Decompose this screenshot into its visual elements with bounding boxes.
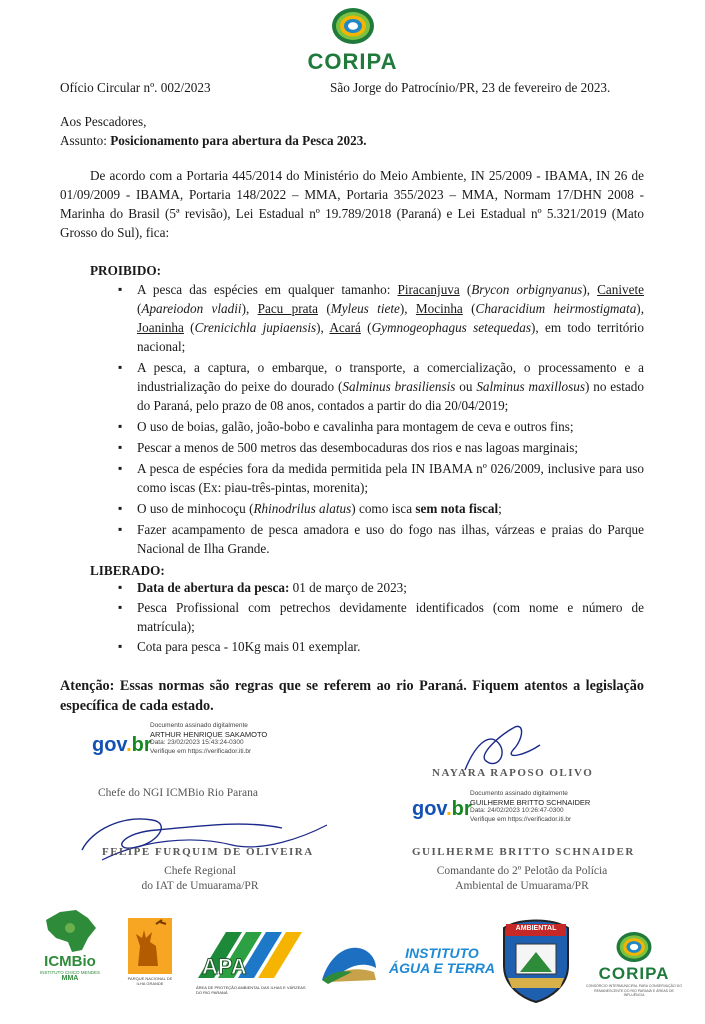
subject-text: Posicionamento para abertura da Pesca 2023.	[110, 133, 367, 148]
signer-name: ARTHUR HENRIQUE SAKAMOTO	[150, 729, 268, 739]
iat-emblem-icon	[318, 940, 380, 986]
list-item: ▪ Data de abertura da pesca: 01 de março de 2023;	[118, 580, 407, 595]
place-date: São Jorge do Patrocínio/PR, 23 de fevereiro de 2023.	[330, 80, 611, 95]
coripa-logo-icon	[614, 930, 654, 964]
released-heading: LIBERADO:	[90, 563, 165, 578]
released-list	[118, 578, 644, 656]
iat-line2: ÁGUA E TERRA	[388, 960, 496, 976]
icmbio-subtitle: INSTITUTO CHICO MENDES	[40, 970, 100, 975]
signatory-role-right-2: Ambiental de Umuarama/PR	[455, 880, 589, 892]
icmbio-logo	[30, 908, 110, 998]
list-item: ▪ Cota para pesca - 10Kg mais 01 exemplar.	[118, 639, 361, 654]
apa-text: APA	[202, 954, 247, 979]
doc-signed-label: Documento assinado digitalmente	[470, 790, 568, 797]
icmbio-text: ICMBio	[44, 953, 96, 970]
list-item: ▪ Pesca Profissional com petrechos devidamente identificados (com nome e número de matrícula);	[118, 600, 644, 634]
signatory-name-top-right: NAYARA RAPOSO OLIVO	[432, 767, 594, 779]
header-logo	[0, 6, 705, 75]
signature-date: Data: 23/02/2023 15:43:24-0300	[150, 739, 244, 746]
signature-date: Data: 24/02/2023 10:26:47-0300	[470, 807, 564, 814]
list-item: ▪ O uso de minhocoçu (Rhinodrilus alatus) como isca sem nota fiscal;	[118, 501, 502, 516]
coripa-footer-logo	[584, 930, 684, 1000]
org-name: CORIPA	[307, 49, 398, 74]
signatory-role-left-2: do IAT de Umuarama/PR	[141, 880, 259, 892]
stamp-line-left: Chefe do NGI ICMBio Rio Parana	[98, 787, 259, 799]
govbr-logo: gov.br	[92, 734, 152, 756]
coripa-footer-text: CORIPA	[598, 964, 670, 983]
greeting: Aos Pescadores,	[60, 114, 147, 129]
intro-paragraph: De acordo com a Portaria 445/2014 do Ministério do Meio Ambiente, IN 25/2009 - IBAMA, IN 26 de 01/09/2009 - IBAMA, Portaria 148/2022 – MMA, Portaria 355/2023 – MMA, Normam 17/DHN 2008 - Marinha do Brasil (5ª revisão), Lei Estadual nº 19.789/2018 (Paraná) e Lei Estadual nº 5.321/2019 (Mato Grosso do Sul), fica:	[60, 168, 644, 240]
signatory-name-right: GUILHERME BRITTO SCHNAIDER	[412, 846, 635, 858]
brazil-map-icon	[42, 908, 98, 954]
doc-signed-label: Documento assinado digitalmente	[150, 722, 248, 729]
prohibited-heading: PROIBIDO:	[90, 263, 162, 278]
apa-logo	[196, 926, 308, 1000]
coripa-subtitle: CONSÓRCIO INTERMUNICIPAL PARA CONSERVAÇÃO DO REMANESCENTE DO RIO PARANÁ E ÁREAS DE INFLUÊNCIA	[586, 984, 682, 997]
parque-subtitle: PARQUE NACIONAL DE ILHA GRANDE	[127, 976, 173, 986]
verify-link: Verifique em https://verificador.iti.br	[470, 815, 572, 823]
instituto-agua-terra-logo	[386, 946, 498, 976]
verify-link: Verifique em https://verificador.iti.br	[150, 747, 252, 755]
signatory-role-left-1: Chefe Regional	[164, 865, 236, 877]
signatory-role-right-1: Comandante do 2º Pelotão da Polícia	[436, 865, 608, 877]
signer-name: GUILHERME BRITTO SCHNAIDER	[470, 797, 591, 807]
coripa-logo-icon	[329, 6, 377, 46]
office-number: Ofício Circular nº. 002/2023	[60, 80, 211, 95]
subject-label: Assunto:	[60, 133, 111, 148]
list-item: ▪ A pesca das espécies em qualquer tamanho: Piracanjuva (Brycon orbignyanus), Canivete (Apareiodon vladii), Pacu prata (Myleus tiete), Mocinha (Characidium heirmostigmata), Joaninha (Crenicichla jupiaensis), Acará (Gymnogeophagus setequedas), em todo território nacional;	[118, 282, 644, 354]
icmbio-mma: MMA	[61, 975, 79, 982]
list-item: ▪ O uso de boias, galão, joão-bobo e cavalinha para montagem de ceva e outros fins;	[118, 419, 574, 434]
prohibited-list	[118, 280, 644, 558]
govbr-logo: gov.br	[412, 798, 472, 820]
subject	[60, 131, 367, 150]
deer-icon	[126, 916, 174, 976]
list-item: ▪ A pesca, a captura, o embarque, o transporte, a comercialização, o processamento e a industrialização do peixe do dourado (Salminus brasiliensis ou Salminus maxillosus) no estado do Paraná, pelo prazo de 08 anos, contados a partir do dia 20/04/2019;	[118, 360, 644, 413]
list-item: ▪ A pesca de espécies fora da medida permitida pela IN IBAMA nº 026/2009, inclusive para uso como iscas (Ex: piau-três-pintas, morenita);	[118, 461, 644, 495]
signatory-name-left: FELIPE FURQUIM DE OLIVEIRA	[102, 846, 314, 858]
policia-ambiental-logo	[500, 916, 572, 1006]
list-item: ▪ Pescar a menos de 500 metros das desembocaduras dos rios e nas lagoas marginais;	[118, 440, 579, 455]
iat-line1: INSTITUTO	[405, 945, 479, 961]
list-item: ▪ Fazer acampamento de pesca amadora e uso do fogo nas ilhas, várzeas e praias do Parque Nacional de Ilha Grande.	[118, 522, 644, 556]
parque-ilha-grande-logo	[124, 916, 176, 996]
ambiental-text: AMBIENTAL	[515, 925, 557, 932]
digital-signature-right	[412, 790, 632, 835]
apa-subtitle: ÁREA DE PROTEÇÃO AMBIENTAL DAS ILHAS E VÁRZEAS DO RIO PARANÁ	[196, 985, 306, 995]
handwritten-signature-left	[62, 790, 342, 870]
attention-notice: Atenção: Essas normas são regras que se referem ao rio Paraná. Fiquem atentos a legislação específica de cada estado.	[60, 678, 644, 714]
digital-signature-left	[92, 722, 312, 772]
